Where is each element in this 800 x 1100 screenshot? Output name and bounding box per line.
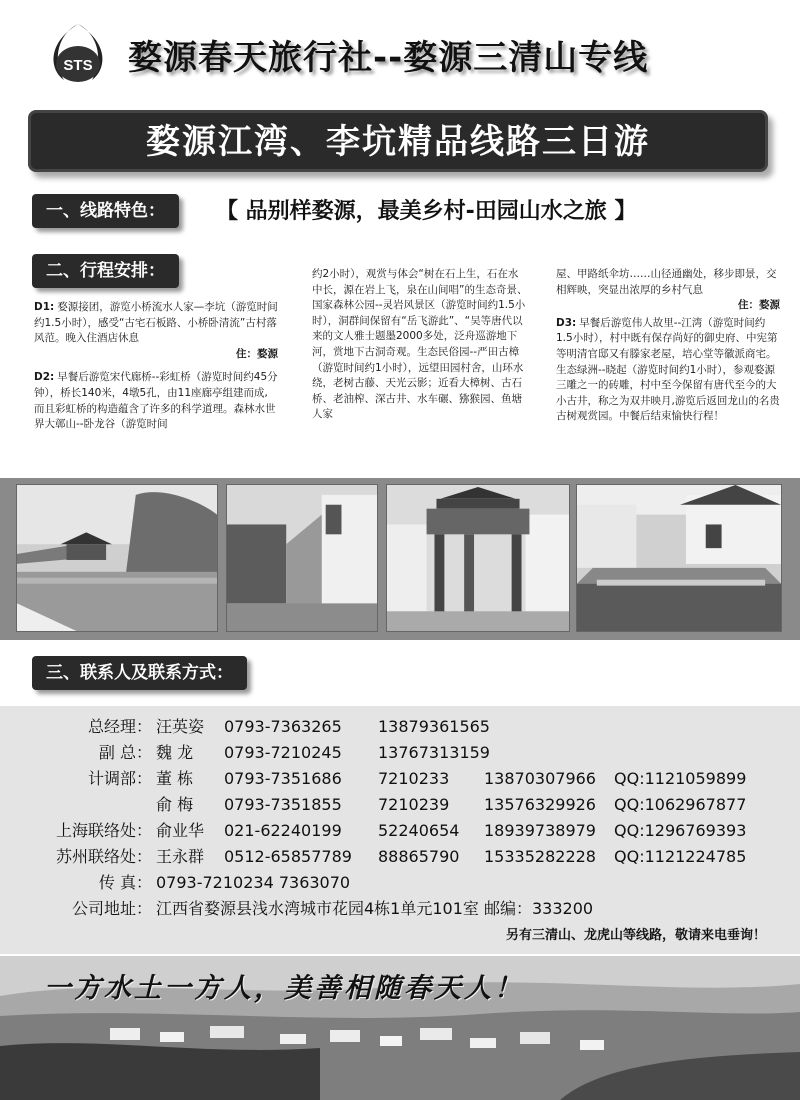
fax-label: 传 真： [98, 873, 152, 892]
contact-qq[interactable]: QQ:1121059899 [614, 769, 747, 788]
contact-name: 王永群 [156, 847, 205, 866]
day3 [556, 316, 780, 425]
contact-role: 副 总： [98, 743, 152, 762]
contact-role: 计调部： [87, 769, 152, 788]
contact-row-fax [0, 870, 800, 896]
address-text: 江西省婺源县浅水湾城市花园4栋1单元101室 邮编：333200 [156, 899, 594, 918]
day2-stay: 住：婺源 [738, 299, 780, 312]
agency-title: 婺源春天旅行社--婺源三清山专线 [128, 38, 649, 78]
header [0, 0, 800, 100]
contact-role: 上海联络处： [55, 821, 152, 840]
contact-qq[interactable]: QQ:1062967877 [614, 795, 747, 814]
itinerary-label: 二、行程安排： [32, 254, 179, 288]
contact-name: 董 栋 [156, 769, 194, 788]
contact-mobile[interactable]: 15335282228 [484, 847, 596, 866]
contact-row [0, 792, 800, 818]
day1-stay: 住：婺源 [236, 347, 278, 360]
slogan: 一方水土一方人，美善相随春天人！ [44, 973, 524, 1004]
contact-phone-2[interactable]: 7210233 [378, 769, 450, 788]
day2-continued: 约2小时），观赏与体会“树在石上生，石在水中长，源在岩上飞，泉在山间唱”的生态奇景、国家森林公园--灵岩风景区（游览时间约1.5小时），洞群间保留有“岳飞游此”、“吴等唐代以来的文人雅士题墨2000多处，泛舟巡游地下河，赏地下古洞奇观。生态民俗园--严田古樟（游览时间约1小时），远望田园村舍，山环水绕，老树古藤、天光云影；近看大樟树、古石桥、老油榨、深古井、水车碾、猕猴园、鱼塘人家 [312, 268, 528, 421]
contact-row [0, 714, 800, 740]
contact-panel [0, 706, 800, 954]
features-label: 一、线路特色： [32, 194, 179, 228]
photo-village-lane [226, 484, 378, 632]
itinerary-column-2 [312, 267, 528, 423]
logo-text: STS [63, 57, 93, 74]
photo-canal-houses [576, 484, 782, 632]
contact-name: 俞 梅 [156, 795, 194, 814]
contact-phone[interactable]: 021-62240199 [224, 821, 342, 840]
contact-row [0, 844, 800, 870]
contact-phone-2[interactable]: 88865790 [378, 847, 460, 866]
photo-pavilion-pond [16, 484, 218, 632]
route-note: 另有三清山、龙虎山等线路，敬请来电垂询！ [505, 928, 766, 943]
sts-logo [38, 20, 118, 92]
contact-row [0, 740, 800, 766]
contact-mobile[interactable]: 18939738979 [484, 821, 596, 840]
contact-role: 苏州联络处： [55, 847, 152, 866]
contact-qq[interactable]: QQ:1121224785 [614, 847, 747, 866]
contact-mobile[interactable]: 13879361565 [378, 717, 490, 736]
itinerary-column-1 [34, 300, 278, 433]
photo-strip [0, 478, 800, 640]
contact-phone[interactable]: 0793-7210245 [224, 743, 342, 762]
day2-tail: 屋、甲路纸伞坊……山径通幽处，移步即景，交相辉映，突显出浓厚的乡村气息 [556, 268, 777, 296]
day3-label: D3: [556, 316, 577, 329]
features-text: 【 品别样婺源，最美乡村-田园山水之旅 】 [216, 199, 637, 224]
contact-mobile[interactable]: 13576329926 [484, 795, 596, 814]
fax-numbers[interactable]: 0793-7210234 7363070 [156, 873, 351, 892]
tour-title: 婺源江湾、李坑精品线路三日游 [146, 122, 650, 162]
photo-memorial-archway [386, 484, 570, 632]
contact-row [0, 766, 800, 792]
contact-mobile[interactable]: 13767313159 [378, 743, 490, 762]
contact-phone[interactable]: 0793-7351686 [224, 769, 342, 788]
contact-qq[interactable]: QQ:1296769393 [614, 821, 747, 840]
day2-label: D2: [34, 371, 55, 384]
itinerary-column-3 [556, 267, 780, 425]
contact-phone[interactable]: 0793-7351855 [224, 795, 342, 814]
contact-row-address [0, 896, 800, 922]
contact-role: 总经理： [87, 717, 152, 736]
contact-mobile[interactable]: 13870307966 [484, 769, 596, 788]
day2 [34, 370, 278, 432]
contact-name: 魏 龙 [156, 743, 194, 762]
day1-text: 婺源接团，游览小桥流水人家—李坑（游览时间约1.5小时），感受“古宅石板路、小桥卧清流”古村落风范。晚入住酒店休息 [34, 301, 278, 345]
address-label: 公司地址： [71, 899, 152, 918]
day1-label: D1: [34, 301, 55, 313]
day3-text: 早餐后游览伟人故里--江湾（游览时间约1.5小时），村中既有保存尚好的御史府、中宪第等明清官邸又有滕家老屋，培心堂等徽派商宅。生态绿洲--晓起（游览时间约1小时），参观婺源三雕之一的砖雕，村中至今保留有唐代至今的大小古井，称之为双井映月,游览后返回龙山的名贵古树观赏园。中餐后结束愉快行程！ [556, 316, 780, 423]
contact-phone-2[interactable]: 52240654 [378, 821, 460, 840]
contacts-label: 三、联系人及联系方式： [32, 656, 247, 690]
day2-text: 早餐后游览宋代廊桥--彩虹桥（游览时间约45分钟），桥长140米，4墩5孔，由11座廊亭组建而成,而且彩虹桥的构造蕴含了许多的科学道理。森林水世界大鄣山--卧龙谷（游览时间 [34, 371, 278, 431]
contact-name: 俞业华 [156, 821, 205, 840]
tour-banner [28, 110, 768, 172]
contact-phone[interactable]: 0512-65857789 [224, 847, 352, 866]
contact-phone-2[interactable]: 7210239 [378, 795, 450, 814]
contact-row [0, 818, 800, 844]
contact-name: 汪英姿 [156, 717, 205, 736]
contact-phone[interactable]: 0793-7363265 [224, 717, 342, 736]
day1 [34, 300, 278, 362]
